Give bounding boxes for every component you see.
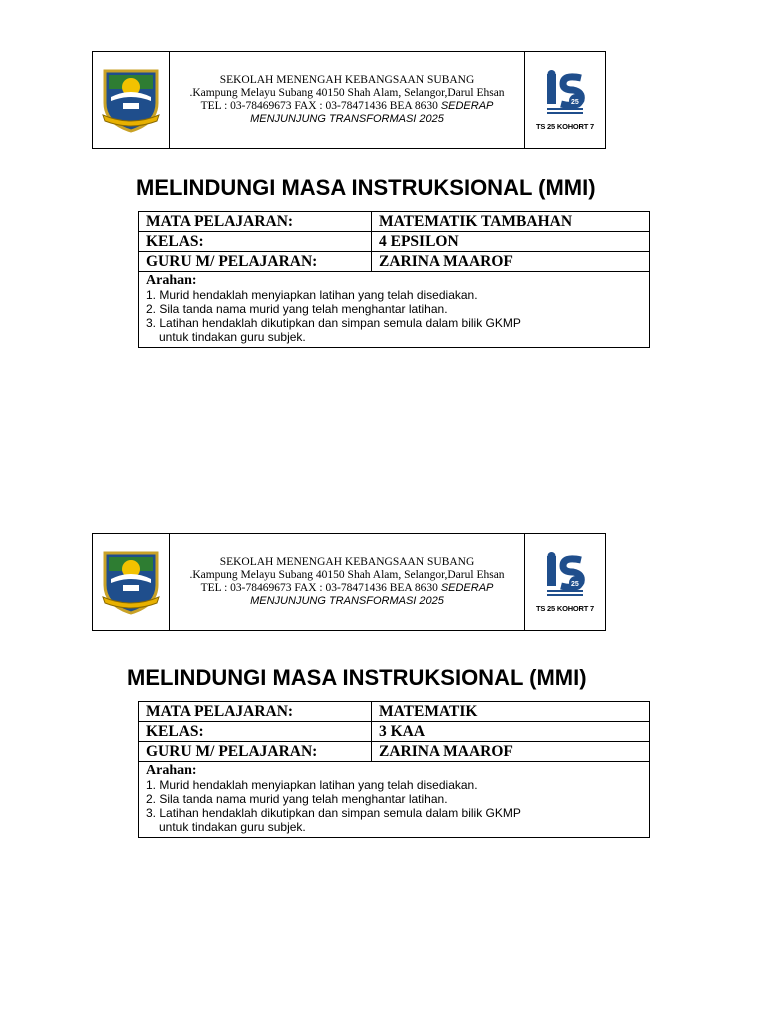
value-subject: MATEMATIK: [372, 702, 650, 722]
table-row: [139, 272, 650, 348]
table-row: [139, 212, 650, 232]
crest-icon: [101, 549, 161, 615]
ts25-logo-panel: [525, 52, 605, 148]
contact-line: [201, 100, 494, 113]
label-subject: MATA PELAJARAN:: [139, 212, 372, 232]
instruction-2: 2. Sila tanda nama murid yang telah menghantar latihan.: [146, 792, 448, 806]
tagline-part2: MENJUNJUNG TRANSFORMASI 2025: [250, 113, 444, 125]
school-crest-logo: [93, 534, 170, 630]
instructions-cell: [139, 272, 650, 348]
value-class: 3 KAA: [372, 722, 650, 742]
school-crest-logo: [93, 52, 170, 148]
info-table: [138, 211, 650, 348]
table-row: [139, 762, 650, 838]
instruction-1: 1. Murid hendaklah menyiapkan latihan yang telah disediakan.: [146, 778, 478, 792]
value-teacher: ZARINA MAAROF: [372, 742, 650, 762]
instructions-title: Arahan:: [146, 763, 197, 778]
table-row: [139, 742, 650, 762]
contact-line: [201, 582, 494, 595]
svg-text:25: 25: [571, 98, 579, 106]
label-class: KELAS:: [139, 232, 372, 252]
info-table: [138, 701, 650, 838]
label-teacher: GURU M/ PELAJARAN:: [139, 742, 372, 762]
table-row: [139, 722, 650, 742]
instructions-cell: [139, 762, 650, 838]
table-row: [139, 232, 650, 252]
school-details: [170, 534, 525, 630]
value-teacher: ZARINA MAAROF: [372, 252, 650, 272]
instruction-3: 3. Latihan hendaklah dikutipkan dan simpan semula dalam bilik GKMP: [146, 316, 521, 330]
ts25-logo-panel: [525, 534, 605, 630]
ts-kohort-label: TS 25 KOHORT 7: [535, 603, 595, 613]
crest-icon: [101, 67, 161, 133]
svg-text:25: 25: [571, 580, 579, 588]
table-row: [139, 252, 650, 272]
page-title: MELINDUNGI MASA INSTRUKSIONAL (MMI): [136, 175, 596, 200]
value-class: 4 EPSILON: [372, 232, 650, 252]
school-name: SEKOLAH MENENGAH KEBANGSAAN SUBANG: [219, 556, 475, 568]
label-class: KELAS:: [139, 722, 372, 742]
tagline-part1: SEDERAP: [440, 582, 494, 594]
instructions-title: Arahan:: [146, 273, 197, 288]
instruction-1: 1. Murid hendaklah menyiapkan latihan yang telah disediakan.: [146, 288, 478, 302]
school-address: .Kampung Melayu Subang 40150 Shah Alam, Selangor,Darul Ehsan: [189, 569, 505, 581]
school-header: [92, 51, 606, 149]
school-header: [92, 533, 606, 631]
instruction-3-cont: untuk tindakan guru subjek.: [159, 330, 306, 344]
school-contact: TEL : 03-78469673 FAX : 03-78471436 BEA 8630: [200, 582, 438, 594]
school-contact: TEL : 03-78469673 FAX : 03-78471436 BEA 8630: [200, 100, 438, 112]
tagline-part1: SEDERAP: [440, 100, 494, 112]
label-teacher: GURU M/ PELAJARAN:: [139, 252, 372, 272]
instruction-3: 3. Latihan hendaklah dikutipkan dan simpan semula dalam bilik GKMP: [146, 806, 521, 820]
label-subject: MATA PELAJARAN:: [139, 702, 372, 722]
ts-kohort-label: TS 25 KOHORT 7: [535, 121, 595, 131]
ts25-logo-icon: [543, 552, 587, 600]
school-address: .Kampung Melayu Subang 40150 Shah Alam, Selangor,Darul Ehsan: [189, 87, 505, 99]
table-row: [139, 702, 650, 722]
school-name: SEKOLAH MENENGAH KEBANGSAAN SUBANG: [219, 74, 475, 86]
value-subject: MATEMATIK TAMBAHAN: [372, 212, 650, 232]
page-title: MELINDUNGI MASA INSTRUKSIONAL (MMI): [127, 665, 587, 690]
instruction-3-cont: untuk tindakan guru subjek.: [159, 820, 306, 834]
tagline-part2: MENJUNJUNG TRANSFORMASI 2025: [250, 595, 444, 607]
school-details: [170, 52, 525, 148]
instruction-2: 2. Sila tanda nama murid yang telah menghantar latihan.: [146, 302, 448, 316]
ts25-logo-icon: [543, 70, 587, 118]
